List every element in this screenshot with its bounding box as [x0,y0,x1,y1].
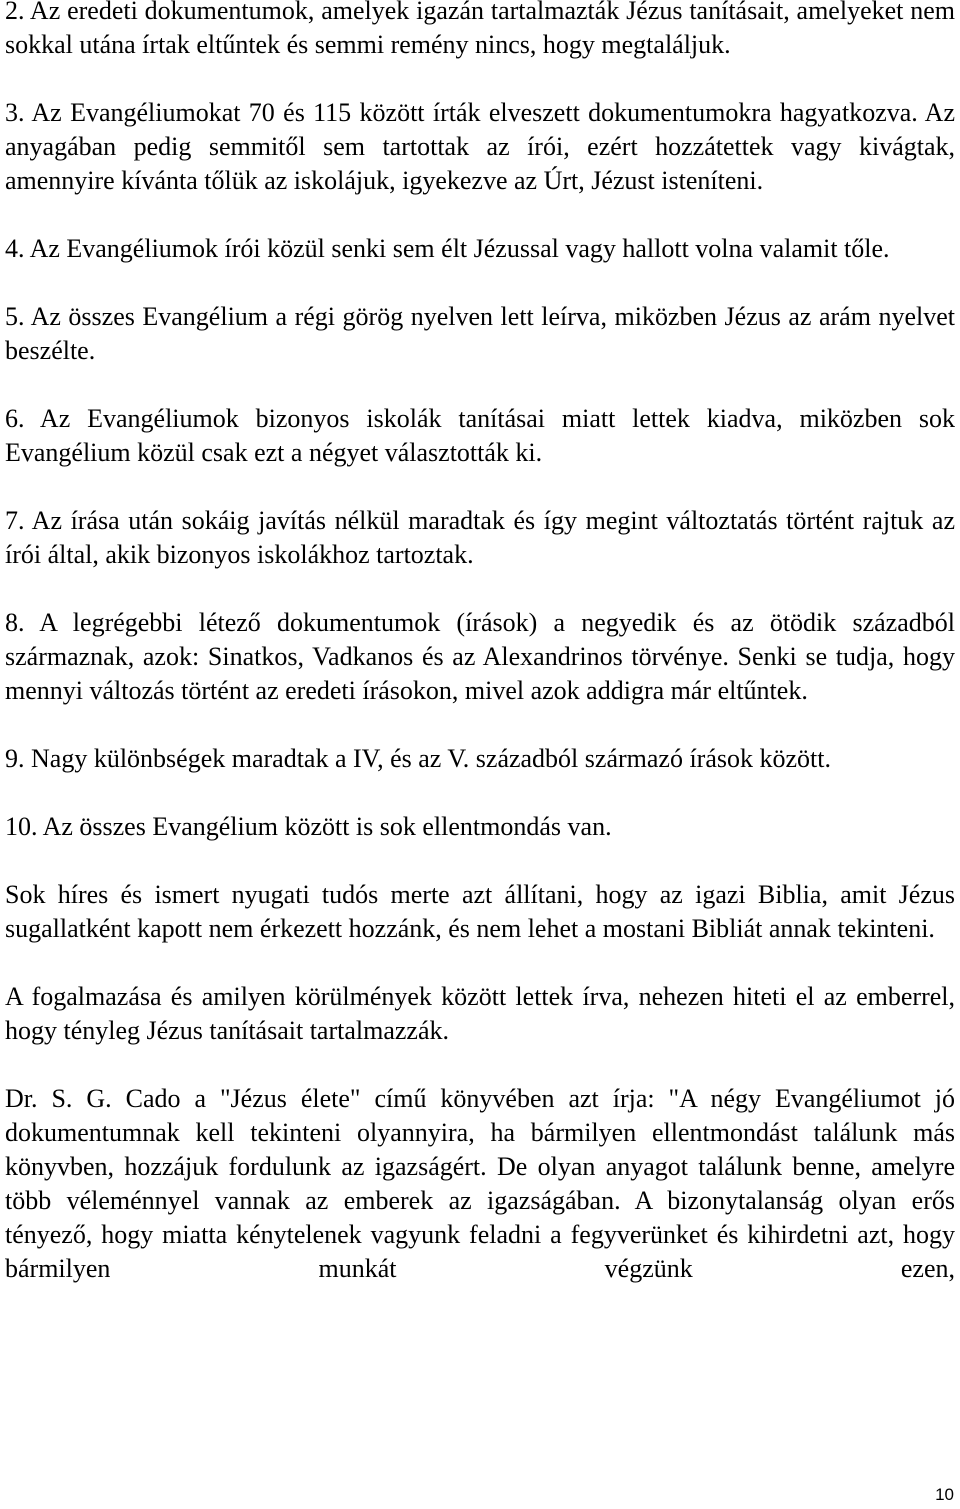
paragraph-scholars: Sok híres és ismert nyugati tudós merte azt állítani, hogy az igazi Biblia, amit Jézus sugallatként kapott nem érkezett hozzánk, és nem lehet a mostani Bibliát annak tekinteni. [5,880,955,943]
page-number: 10 [935,1485,954,1504]
paragraph-cado-quote: Dr. S. G. Cado a "Jézus élete" című könyvében azt írja: "A négy Evangéliumot jó dokumentumnak kell tekinteni olyannyira, ha bármilyen ellentmondást találunk más könyvben, hozzájuk fordulunk az igazságért. De olyan anyagot találunk benne, amelyre több véleménnyel vannak az emberek az igazságában. A bizonytalanság olyan erős tényező, hogy miatta kénytelenek vagyunk feladni a fegyverünket és kihirdetni azt, hogy bármilyen munkát végzünk ezen, [5,1084,955,1283]
paragraph-point-5: 5. Az összes Evangélium a régi görög nyelven lett leírva, miközben Jézus az arám nyelvet beszélte. [5,302,955,365]
paragraph-wording: A fogalmazása és amilyen körülmények között lettek írva, nehezen hiteti el az emberrel, hogy tényleg Jézus tanításait tartalmazzák. [5,982,955,1045]
paragraph-point-10: 10. Az összes Evangélium között is sok ellentmondás van. [5,812,612,841]
paragraph-point-7: 7. Az írása után sokáig javítás nélkül maradtak és így megint változtatás történt rajtuk az írói által, akik bizonyos iskolákhoz tartoztak. [5,506,955,569]
document-page [5,0,955,1286]
paragraph-point-9: 9. Nagy különbségek maradtak a IV, és az V. századból származó írások között. [5,744,831,773]
paragraph-point-2: 2. Az eredeti dokumentumok, amelyek igazán tartalmazták Jézus tanításait, amelyeket nem sokkal utána írtak eltűntek és semmi remény nincs, hogy megtaláljuk. [5,0,955,59]
paragraph-point-8: 8. A legrégebbi létező dokumentumok (írások) a negyedik és az ötödik századból származnak, azok: Sinatkos, Vadkanos és az Alexandrinos törvénye. Senki se tudja, hogy mennyi változás történt az eredeti írásokon, mivel azok addigra már eltűntek. [5,608,955,705]
paragraph-point-3: 3. Az Evangéliumokat 70 és 115 között írták elveszett dokumentumokra hagyatkozva. Az anyagában pedig semmitől sem tartottak az írói, ezért hozzátettek vagy kivágtak, amennyire kívánta tőlük az iskolájuk, igyekezve az Úrt, Jézust isteníteni. [5,98,955,195]
paragraph-point-6: 6. Az Evangéliumok bizonyos iskolák tanításai miatt lettek kiadva, miközben sok Evangélium közül csak ezt a négyet választották ki. [5,404,955,467]
paragraph-point-4: 4. Az Evangéliumok írói közül senki sem élt Jézussal vagy hallott volna valamit tőle. [5,234,890,263]
